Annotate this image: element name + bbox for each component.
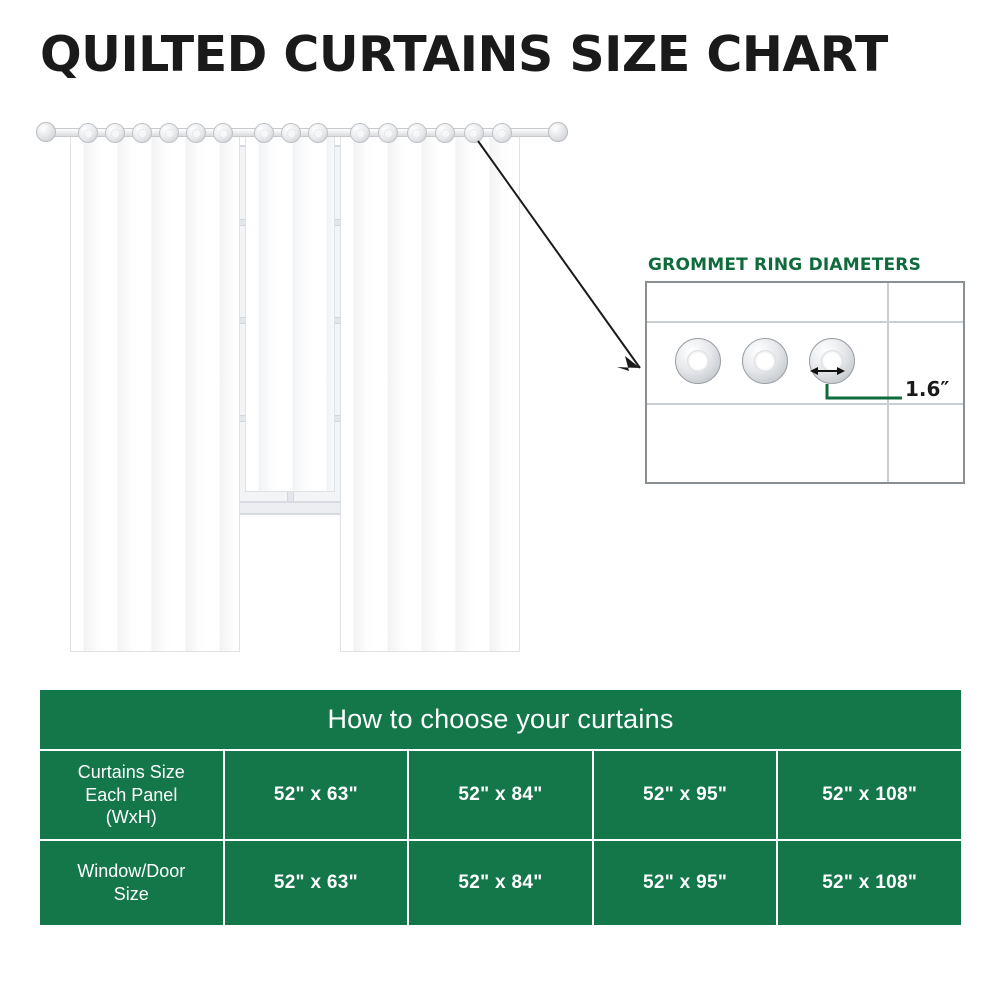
grommet-icon <box>78 123 98 143</box>
grommet-icon <box>350 123 370 143</box>
callout-heading: GROMMET RING DIAMETERS <box>648 255 922 275</box>
row-label-line: Each Panel <box>85 784 178 805</box>
grommet-row-right <box>350 122 512 144</box>
rod-finial-right-icon <box>548 122 568 142</box>
row-label-line: Window/Door <box>77 861 186 881</box>
curtain-fabric <box>70 132 240 652</box>
diameter-value-label: 1.6″ <box>905 377 950 401</box>
grommet-row-left <box>78 122 233 144</box>
curtain-panel-middle <box>245 132 335 492</box>
table-cell: 52" x 63" <box>224 840 409 926</box>
grommet-icon <box>186 123 206 143</box>
detail-line-top <box>647 321 963 323</box>
table-cell: 52" x 95" <box>593 840 778 926</box>
table-cell: 52" x 63" <box>224 750 409 840</box>
grommet-icon <box>159 123 179 143</box>
table-heading: How to choose your curtains <box>39 689 962 750</box>
grommet-icon <box>308 123 328 143</box>
table-cell: 52" x 84" <box>408 750 593 840</box>
curtain-illustration <box>30 110 590 670</box>
grommet-icon <box>105 123 125 143</box>
curtain-fabric <box>340 132 520 652</box>
curtain-panel-left <box>70 132 240 652</box>
table-row <box>39 750 962 840</box>
row-label-line: Curtains Size <box>77 762 185 782</box>
row-label-line: Size <box>113 883 149 904</box>
table-row <box>39 840 962 926</box>
row-label-curtain-size <box>39 750 224 840</box>
grommet-icon <box>213 123 233 143</box>
grommet-icon <box>464 123 484 143</box>
grommet-icon <box>281 123 301 143</box>
row-label-window-size <box>39 840 224 926</box>
curtain-fabric <box>245 132 335 492</box>
table-cell: 52" x 108" <box>777 840 962 926</box>
table-cell: 52" x 108" <box>777 750 962 840</box>
size-chart-table <box>38 688 963 927</box>
grommet-ring-icon <box>742 338 788 384</box>
grommet-icon <box>492 123 512 143</box>
grommet-icon <box>378 123 398 143</box>
grommet-ring-icon <box>809 338 855 384</box>
curtain-panel-right <box>340 132 520 652</box>
page-title: QUILTED CURTAINS SIZE CHART <box>40 26 888 83</box>
table-heading-row <box>39 689 962 750</box>
grommet-icon <box>254 123 274 143</box>
detail-line-vertical <box>887 283 889 482</box>
grommet-icon <box>407 123 427 143</box>
grommet-row-middle <box>254 122 328 144</box>
grommet-ring-icon <box>675 338 721 384</box>
detail-line-bottom <box>647 403 963 405</box>
rod-finial-left-icon <box>36 122 56 142</box>
grommet-icon <box>435 123 455 143</box>
grommet-icon <box>132 123 152 143</box>
row-label-line: (WxH) <box>105 807 157 827</box>
table-cell: 52" x 95" <box>593 750 778 840</box>
table-cell: 52" x 84" <box>408 840 593 926</box>
